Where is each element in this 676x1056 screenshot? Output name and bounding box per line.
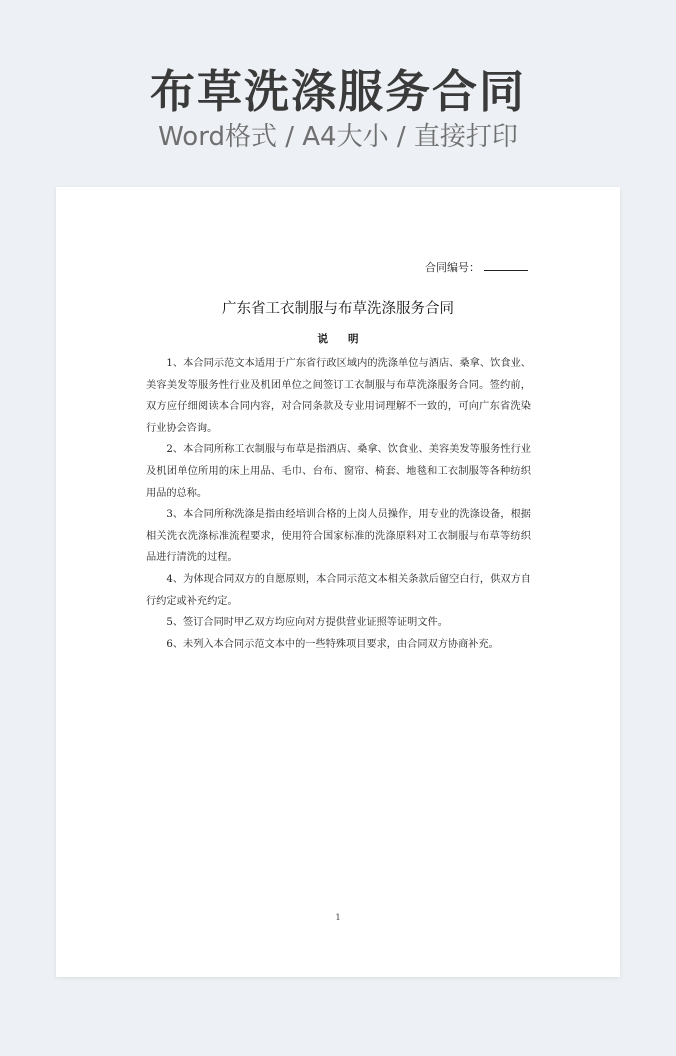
section-title: 说明 <box>317 333 379 345</box>
paragraph: 3、本合同所称洗涤是指由经培训合格的上岗人员操作，用专业的洗涤设备，根据相关洗衣洗涤标准流程要求，使用符合国家标准的洗涤原料对工衣制服与布草等纺织品进行清洗的过程。 <box>146 509 531 564</box>
document-body <box>146 353 531 655</box>
paragraph: 1、本合同示范文本适用于广东省行政区域内的洗涤单位与酒店、桑拿、饮食业、美容美发等服务性行业及机团单位之间签订工衣制服与布草洗涤服务合同。签约前，双方应仔细阅读本合同内容，对合同条款及专业用词理解不一致的，可向广东省洗染行业协会咨询。 <box>146 358 531 434</box>
paragraph: 2、本合同所称工衣制服与布草是指酒店、桑拿、饮食业、美容美发等服务性行业及机团单位所用的床上用品、毛巾、台布、窗帘、椅套、地毯和工衣制服等各种纺织用品的总称。 <box>146 444 531 499</box>
paragraph: 6、未列入本合同示范文本中的一些特殊项目要求，由合同双方协商补充。 <box>166 638 499 650</box>
contract-number-blank <box>484 261 528 271</box>
page-number: 1 <box>335 913 341 922</box>
document-title: 广东省工衣制服与布草洗涤服务合同 <box>222 301 454 317</box>
document-page <box>56 187 620 977</box>
page-subtitle: Word格式 / A4大小 / 直接打印 <box>158 122 518 152</box>
contract-number-field <box>425 259 528 275</box>
paragraph: 4、为体现合同双方的自愿原则，本合同示范文本相关条款后留空白行，供双方自行约定或补充约定。 <box>146 573 531 607</box>
contract-number-label: 合同编号： <box>425 261 480 274</box>
paragraph: 5、签订合同时甲乙双方均应向对方提供营业证照等证明文件。 <box>166 617 448 629</box>
page-title: 布草洗涤服务合同 <box>149 65 526 118</box>
